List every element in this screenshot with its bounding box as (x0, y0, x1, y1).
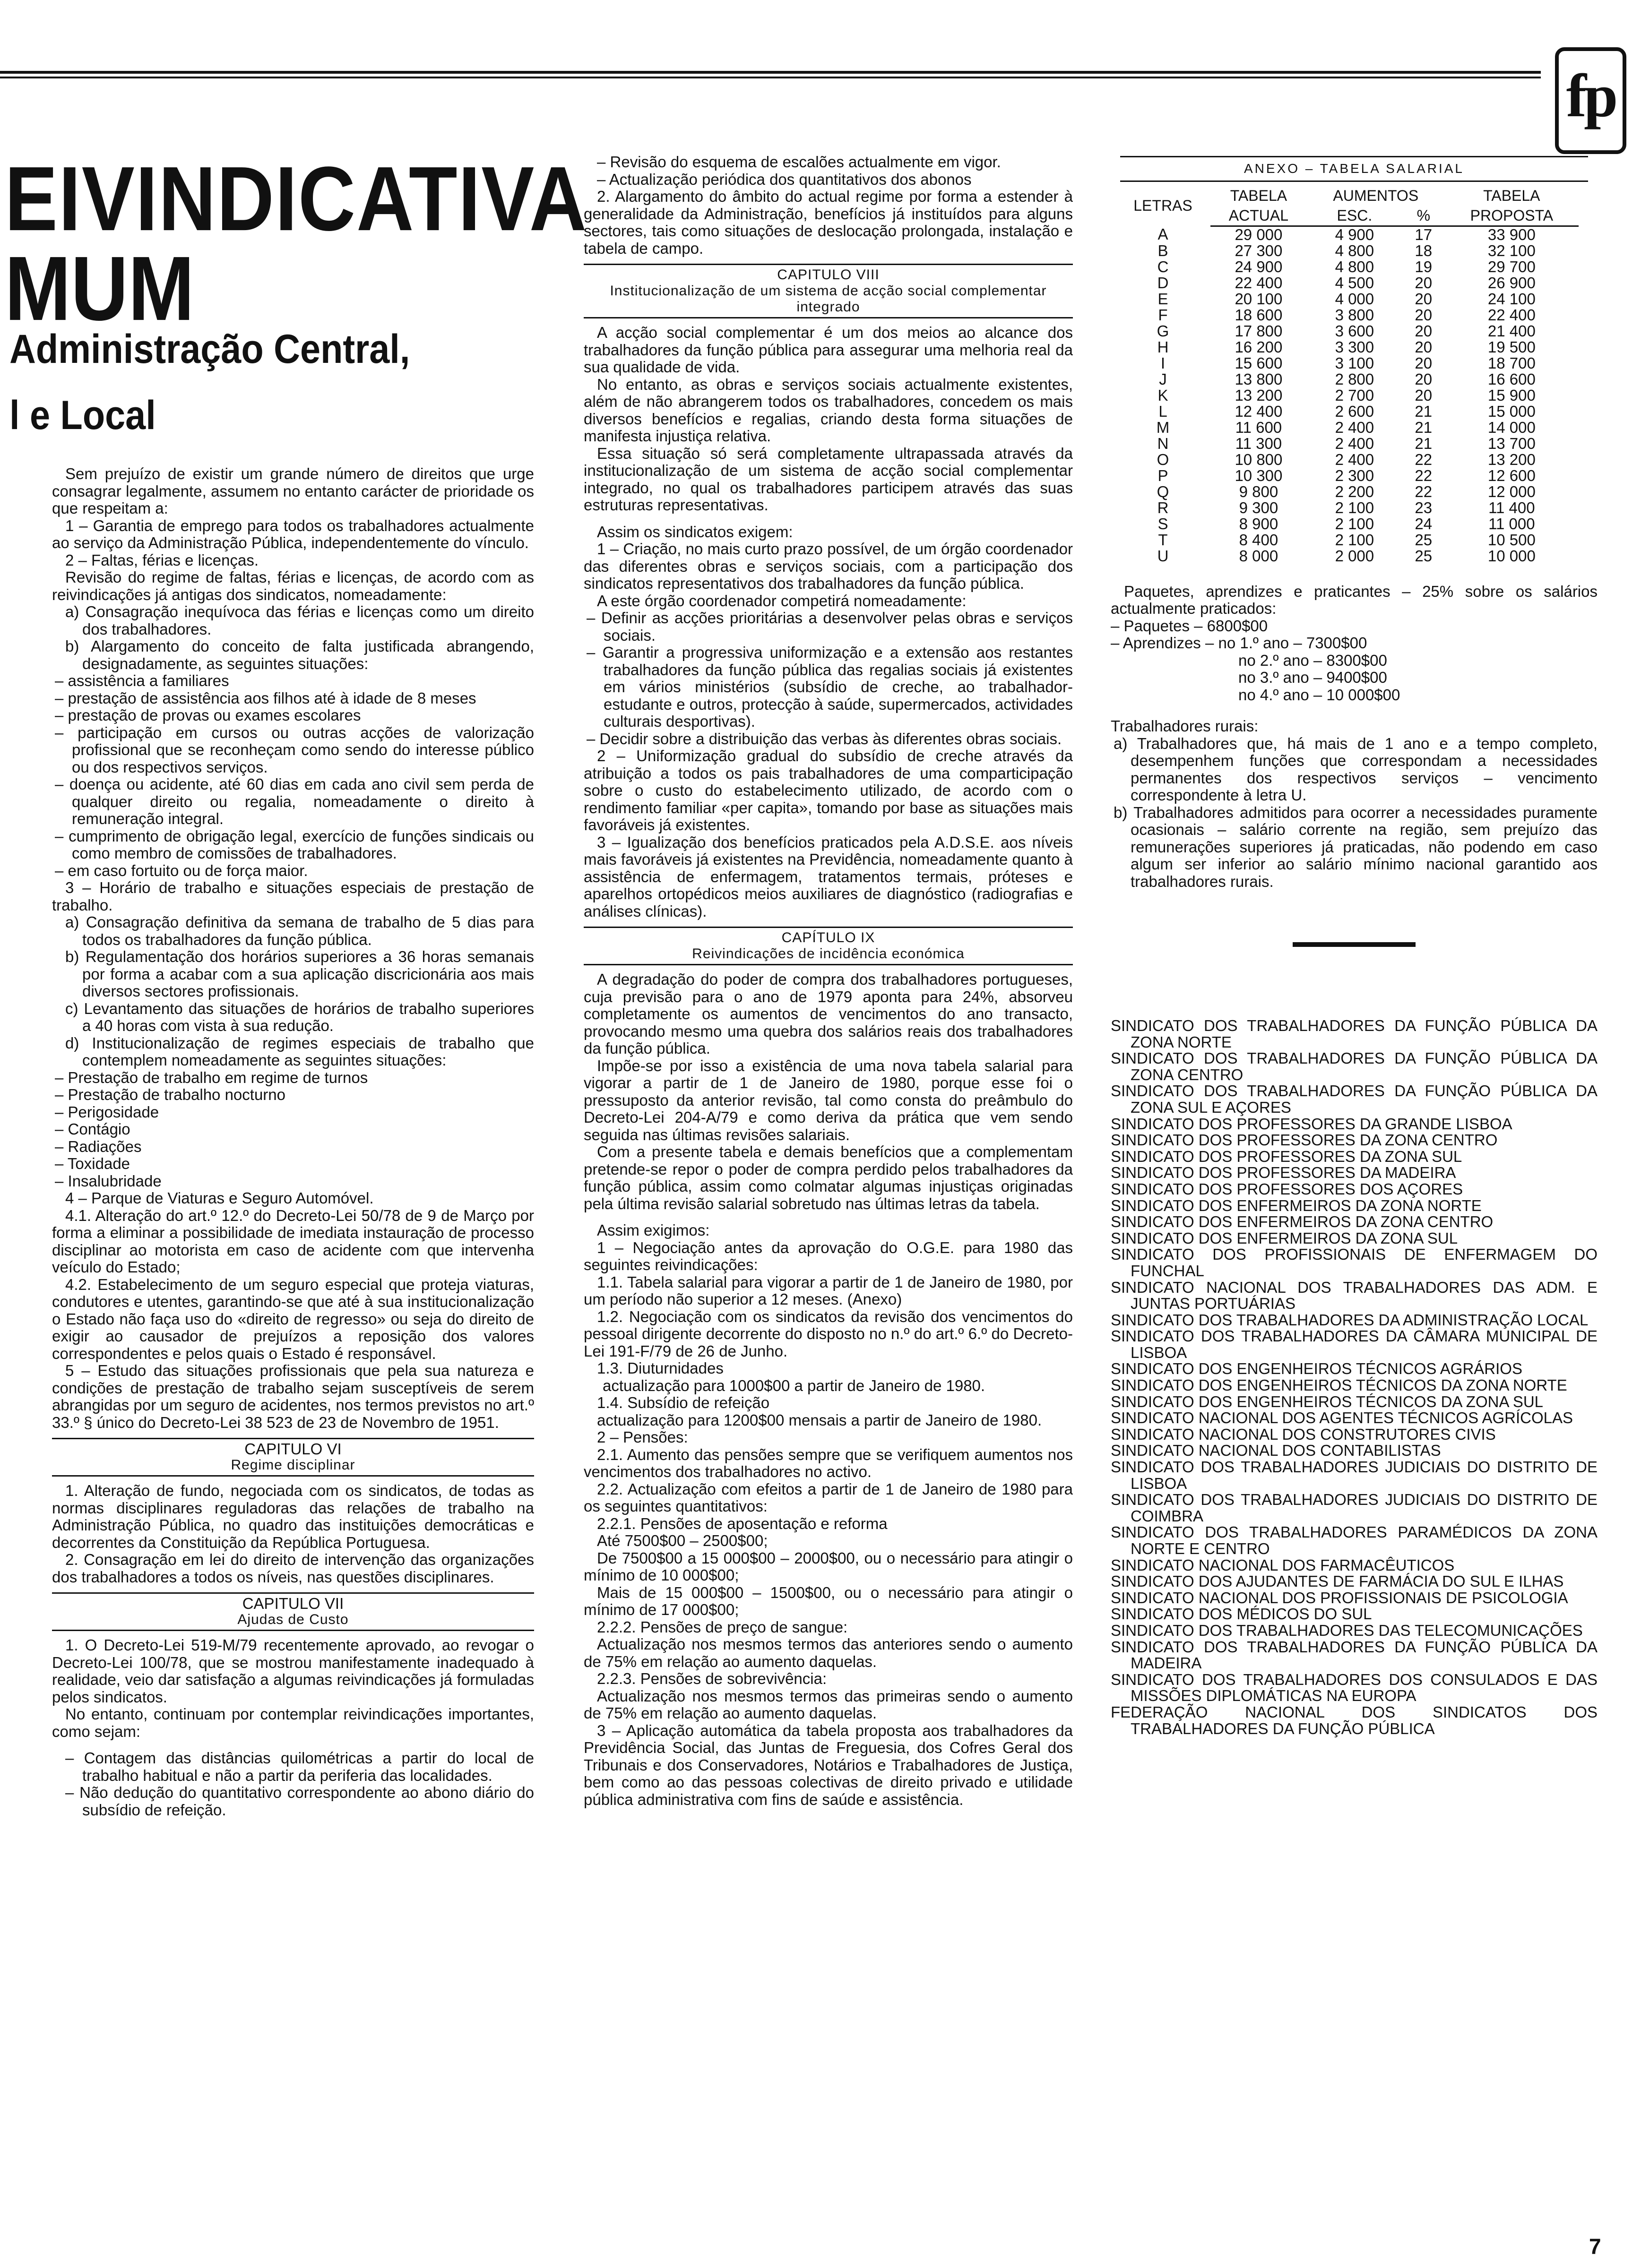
cell-increase-pct: 17 (1415, 225, 1433, 243)
cell-actual: 17 800 (1235, 322, 1283, 340)
paragraph: 2.2. Actualização com efeitos a partir de 1 de Janeiro de 1980 para os seguintes quantitativos: (584, 1480, 1073, 1515)
paragraph: 2 – Faltas, férias e licenças. (65, 551, 259, 569)
cell-proposed: 14 000 (1487, 418, 1536, 436)
cell-increase-pct: 22 (1415, 450, 1433, 468)
chapter-number: CAPÍTULO IX (781, 930, 875, 945)
syndicate-item: SINDICATO DOS ENGENHEIROS TÉCNICOS DA ZONA SUL (1111, 1392, 1544, 1410)
syndicate-item: SINDICATO NACIONAL DOS CONTABILISTAS (1111, 1442, 1441, 1460)
chapter-heading (52, 1438, 534, 1477)
paragraph: De 7500$00 a 15 000$00 – 2000$00, ou o necessário para atingir o mínimo de 10 000$00; (584, 1549, 1073, 1584)
table-row (1115, 339, 1579, 355)
cell-proposed: 21 400 (1487, 322, 1536, 340)
col-header-letras: LETRAS (1133, 197, 1192, 215)
cell-letter: S (1157, 515, 1168, 533)
paragraph: 1.4. Subsídio de refeição (597, 1394, 770, 1411)
syndicate-item: SINDICATO DOS TRABALHADORES PARAMÉDICOS DA ZONA NORTE E CENTRO (1111, 1523, 1598, 1557)
table-row (1115, 548, 1579, 564)
syndicate-item: SINDICATO DOS ENGENHEIROS TÉCNICOS DA ZONA NORTE (1111, 1376, 1567, 1394)
cell-increase-esc: 2 000 (1335, 547, 1374, 565)
syndicate-item: SINDICATO DOS ENGENHEIROS TÉCNICOS AGRÁRIOS (1111, 1360, 1522, 1378)
cell-increase-esc: 4 800 (1335, 241, 1374, 259)
list-item: – Contágio (55, 1120, 130, 1138)
cell-actual: 9 800 (1239, 482, 1278, 500)
syndicate-item: SINDICATO DOS TRABALHADORES DOS CONSULADOS E DAS MISSÕES DIPLOMÁTICAS NA EUROPA (1111, 1670, 1598, 1705)
syndicate-item: FEDERAÇÃO NACIONAL DOS SINDICATOS DOS TRABALHADORES DA FUNÇÃO PÚBLICA (1111, 1703, 1598, 1737)
cell-increase-pct: 22 (1415, 482, 1433, 500)
cell-increase-pct: 25 (1415, 547, 1433, 565)
cell-actual: 16 200 (1235, 338, 1283, 356)
table-row (1115, 436, 1579, 452)
cell-proposed: 22 400 (1487, 306, 1536, 324)
chapter-title: Reivindicações de incidência económica (692, 946, 965, 962)
header-rule (0, 71, 1541, 78)
paragraph: Mais de 15 000$00 – 1500$00, ou o necessário para atingir o mínimo de 17 000$00; (584, 1583, 1073, 1618)
paragraph: 1 – Criação, no mais curto prazo possível, de um órgão coordenador das diferentes obras e serviços sociais, com a participação dos sindicatos representativos dos trabalhadores da função pública. (584, 540, 1073, 592)
col-header-pct: % (1402, 206, 1445, 226)
cell-increase-esc: 2 200 (1335, 482, 1374, 500)
cell-actual: 27 300 (1235, 241, 1283, 259)
cell-letter: A (1157, 225, 1168, 243)
list-item: – prestação de assistência aos filhos até à idade de 8 meses (55, 689, 476, 707)
col-header-tabela-2: TABELA (1483, 187, 1540, 204)
cell-increase-pct: 20 (1415, 322, 1433, 340)
col-header-actual: ACTUAL (1210, 206, 1307, 226)
cell-proposed: 29 700 (1487, 258, 1536, 275)
cell-letter: F (1158, 306, 1168, 324)
cell-actual: 13 200 (1235, 386, 1283, 404)
list-item: – Radiações (55, 1137, 142, 1155)
cell-proposed: 15 900 (1487, 386, 1536, 404)
cell-actual: 12 400 (1235, 402, 1283, 420)
column-2 (584, 154, 1073, 1808)
syndicate-item: SINDICATO DOS TRABALHADORES DAS TELECOMUNICAÇÕES (1111, 1621, 1583, 1639)
cell-proposed: 10 500 (1487, 531, 1536, 549)
list-item: b) Trabalhadores admitidos para ocorrer a necessidades puramente ocasionais – salário corrente na região, sem prejuízo das remunerações superiores já praticadas, não podendo em caso algum ser inferior ao salário mínimo nacional garantido aos trabalhadores rurais. (1114, 803, 1598, 890)
table-row (1115, 484, 1579, 500)
paragraph: Paquetes, aprendizes e praticantes – 25% sobre os salários actualmente praticados: (1111, 582, 1598, 617)
cell-proposed: 18 700 (1487, 354, 1536, 372)
cell-increase-pct: 20 (1415, 274, 1433, 292)
syndicate-item: SINDICATO DOS TRABALHADORES DA FUNÇÃO PÚBLICA DA ZONA SUL E AÇORES (1111, 1082, 1598, 1116)
list-item: – Definir as acções prioritárias a desenvolver pelas obras e serviços sociais. (587, 609, 1073, 644)
cell-letter: J (1159, 370, 1167, 388)
cell-increase-esc: 2 400 (1335, 418, 1374, 436)
cell-letter: O (1157, 450, 1169, 468)
cell-proposed: 16 600 (1487, 370, 1536, 388)
syndicate-item: SINDICATO DOS TRABALHADORES DA FUNÇÃO PÚBLICA DA ZONA CENTRO (1111, 1049, 1598, 1083)
list-item: – em caso fortuito ou de força maior. (55, 861, 308, 879)
syndicate-item: SINDICATO DOS PROFESSORES DA MADEIRA (1111, 1164, 1456, 1182)
paragraph: 2 – Uniformização gradual do subsídio de creche através da atribuição a todos os pais trabalhadores de uma comparticipação sobre o custo do estabelecimento utilizado, de acordo com o rendimento familiar «per capita», tomando por base as situações mais favoráveis já existentes. (584, 747, 1073, 833)
paragraph: Assim exigimos: (597, 1221, 710, 1239)
cell-proposed: 12 000 (1487, 482, 1536, 500)
paragraph: no 3.º ano – 9400$00 (1238, 669, 1387, 686)
list-item: – Garantir a progressiva uniformização e a extensão aos restantes trabalhadores da função pública das regalias sociais já existentes em vários ministérios (subsídio de creche, ao trabalhador-estudante e outros, protecção à saúde, supermercados, actividades culturais desportivas). (587, 644, 1073, 730)
cell-increase-esc: 4 500 (1335, 274, 1374, 292)
cell-proposed: 11 400 (1488, 498, 1535, 516)
paragraph: no 4.º ano – 10 000$00 (1238, 686, 1400, 704)
cell-actual: 13 800 (1235, 370, 1283, 388)
paragraph: actualização para 1000$00 a partir de Janeiro de 1980. (603, 1376, 985, 1394)
table-row (1115, 371, 1579, 387)
cell-proposed: 13 200 (1487, 450, 1536, 468)
cell-increase-esc: 4 900 (1335, 225, 1374, 243)
cell-letter: U (1157, 547, 1169, 565)
paragraph: 2.2.2. Pensões de preço de sangue: (597, 1618, 848, 1636)
table-row (1115, 420, 1579, 436)
cell-letter: D (1157, 274, 1169, 292)
list-item: – Prestação de trabalho nocturno (55, 1086, 285, 1103)
cell-proposed: 24 100 (1487, 290, 1536, 308)
cell-increase-pct: 25 (1415, 531, 1433, 549)
cell-increase-esc: 3 300 (1335, 338, 1374, 356)
table-row (1115, 323, 1579, 339)
paragraph: – Paquetes – 6800$00 (1111, 617, 1268, 635)
cell-increase-esc: 2 600 (1335, 402, 1374, 420)
list-item: – Revisão do esquema de escalões actualmente em vigor. (597, 153, 1001, 171)
cell-proposed: 15 000 (1487, 402, 1536, 420)
cell-proposed: 12 600 (1487, 466, 1536, 484)
paragraph: 2.2.3. Pensões de sobrevivência: (597, 1670, 827, 1687)
cell-increase-esc: 2 100 (1335, 498, 1374, 516)
chapter-number: CAPITULO VI (244, 1440, 342, 1458)
chapter-title: Institucionalização de um sistema de acção social complementar integrado (610, 283, 1047, 315)
cell-letter: C (1157, 258, 1169, 275)
cell-actual: 22 400 (1235, 274, 1283, 292)
table-row (1115, 468, 1579, 484)
paragraph: Com a presente tabela e demais benefícios que a complementam pretende-se repor o poder de compra perdido pelos trabalhadores da função pública, assim como colmatar algumas injustiças originadas pela última revisão salarial sobretudo nas últimas letras da tabela. (584, 1143, 1073, 1212)
cell-letter: H (1157, 338, 1169, 356)
cell-letter: M (1156, 418, 1170, 436)
paragraph: 2. Alargamento do âmbito do actual regime por forma a estender à generalidade da Administração, benefícios já instituídos para alguns sectores, tais como situações de deslocação prolongada, instalação e tabela de campo. (584, 188, 1073, 257)
paragraph: 1.1. Tabela salarial para vigorar a partir de 1 de Janeiro de 1980, por um período não superior a 12 meses. (Anexo) (584, 1273, 1073, 1308)
paragraph: 1 – Negociação antes da aprovação do O.G.E. para 1980 das seguintes reivindicações: (584, 1238, 1073, 1273)
cell-increase-esc: 2 400 (1335, 450, 1374, 468)
paragraph: 2. Consagração em lei do direito de intervenção das organizações dos trabalhadores a todos os níveis, nas questões disciplinares. (52, 1551, 534, 1586)
paragraph: Revisão do regime de faltas, férias e licenças, de acordo com as reivindicações já antigas dos sindicatos, nomeadamente: (52, 568, 534, 603)
cell-increase-pct: 20 (1415, 338, 1433, 356)
table-row (1115, 516, 1579, 532)
column-1 (52, 465, 534, 1819)
syndicate-item: SINDICATO DOS MÉDICOS DO SUL (1111, 1605, 1372, 1623)
cell-letter: T (1158, 531, 1168, 549)
list-item: – prestação de provas ou exames escolares (55, 706, 361, 724)
table-row (1115, 259, 1579, 275)
cell-proposed: 11 000 (1488, 515, 1535, 533)
cell-increase-pct: 20 (1415, 370, 1433, 388)
syndicate-item: SINDICATO NACIONAL DOS CONSTRUTORES CIVIS (1111, 1425, 1496, 1443)
syndicate-item: SINDICATO NACIONAL DOS TRABALHADORES DAS ADM. E JUNTAS PORTUÁRIAS (1111, 1278, 1598, 1313)
cell-increase-esc: 2 100 (1335, 515, 1374, 533)
syndicate-item: SINDICATO NACIONAL DOS FARMACÊUTICOS (1111, 1556, 1455, 1574)
list-item: – assistência a familiares (55, 672, 229, 689)
cell-actual: 20 100 (1235, 290, 1283, 308)
paragraph: 1. O Decreto-Lei 519-M/79 recentemente aprovado, ao revogar o Decreto-Lei 100/78, que se mostrou manifestamente inadequado à realidade, veio dar satisfação a algumas reivindicações já formuladas pelos sindicatos. (52, 1636, 534, 1706)
syndicate-item: SINDICATO DOS PROFESSORES DA ZONA SUL (1111, 1147, 1462, 1165)
cell-proposed: 26 900 (1487, 274, 1536, 292)
cell-proposed: 32 100 (1487, 241, 1536, 259)
cell-letter: G (1157, 322, 1169, 340)
col-header-proposta: PROPOSTA (1445, 206, 1579, 226)
table-row (1115, 243, 1579, 259)
cell-increase-esc: 3 600 (1335, 322, 1374, 340)
paragraph: 4.2. Estabelecimento de um seguro especial que proteja viaturas, condutores e utentes, garantindo-se que até à sua institucionalização o Estado não faça uso do «direito de regresso» ou seja do direito de exigir ao causador de prejuízos a reposição dos valores correspondentes e pelos quais o Estado é responsável. (52, 1275, 534, 1362)
cell-increase-pct: 22 (1415, 466, 1433, 484)
paragraph: 2.1. Aumento das pensões sempre que se verifiquem aumentos nos vencimentos dos trabalhadores no activo. (584, 1445, 1073, 1480)
list-item: – Não dedução do quantitativo correspondente ao abono diário do subsídio de refeição. (65, 1784, 534, 1819)
headline-line-2: MUM (5, 237, 195, 340)
syndicate-item: SINDICATO DOS PROFISSIONAIS DE ENFERMAGEM DO FUNCHAL (1111, 1246, 1598, 1280)
cell-actual: 8 000 (1239, 547, 1278, 565)
cell-increase-esc: 2 300 (1335, 466, 1374, 484)
cell-proposed: 19 500 (1487, 338, 1536, 356)
col-header-tabela: TABELA (1230, 187, 1287, 204)
subheadline-2: l e Local (9, 393, 156, 438)
paragraph: 5 – Estudo das situações profissionais que pela sua natureza e condições de prestação de trabalho sejam susceptíveis de serem abrangidas por um seguro de acidentes, nos termos previstos no art.º 33.º § único do Decreto-Lei 38 523 de 23 de Novembro de 1951. (52, 1362, 534, 1431)
cell-actual: 11 300 (1235, 434, 1282, 452)
syndicate-item: SINDICATO DOS TRABALHADORES DA FUNÇÃO PÚBLICA DA MADEIRA (1111, 1638, 1598, 1672)
syndicate-item: SINDICATO DOS AJUDANTES DE FARMÁCIA DO SUL E ILHAS (1111, 1572, 1564, 1590)
syndicate-item: SINDICATO DOS TRABALHADORES JUDICIAIS DO DISTRITO DE COIMBRA (1111, 1491, 1598, 1525)
cell-increase-esc: 3 100 (1335, 354, 1374, 372)
chapter-heading (584, 264, 1073, 318)
syndicate-item: SINDICATO DOS TRABALHADORES DA CÂMARA MUNICIPAL DE LISBOA (1111, 1327, 1598, 1361)
cell-actual: 29 000 (1235, 225, 1283, 243)
cell-increase-esc: 2 400 (1335, 434, 1374, 452)
chapter-title: Ajudas de Custo (237, 1612, 349, 1627)
chapter-heading (584, 927, 1073, 965)
list-item: c) Levantamento das situações de horários de trabalho superiores a 40 horas com vista à sua redução. (65, 999, 534, 1034)
list-item: – doença ou acidente, até 60 dias em cada ano civil sem perda de qualquer direito ou regalia, nomeadamente o direito à remuneração integral. (55, 775, 534, 827)
syndicate-item: SINDICATO DOS ENFERMEIROS DA ZONA SUL (1111, 1229, 1458, 1247)
table-row (1115, 404, 1579, 420)
syndicate-item: SINDICATO DOS TRABALHADORES DA ADMINISTRAÇÃO LOCAL (1111, 1311, 1589, 1329)
paragraph: Impõe-se por isso a existência de uma nova tabela salarial para vigorar a partir de 1 de Janeiro de 1980, porque esse foi o pressuposto da anterior revisão, tal como consta do preâmbulo do Decreto-Lei 204-A/79 e como deriva da prática que vem sendo seguida nas últimas revisões salariais. (584, 1057, 1073, 1143)
cell-actual: 8 400 (1239, 531, 1278, 549)
col-header-aumentos: AUMENTOS (1333, 187, 1419, 204)
cell-increase-esc: 2 800 (1335, 370, 1374, 388)
paragraph: 1. Alteração de fundo, negociada com os sindicatos, de todas as normas disciplinares reguladoras das relações de trabalho na Administração Pública, no quadro das instituições democráticas e decorrentes da Constituição da República Portuguesa. (52, 1482, 534, 1551)
table-row (1115, 500, 1579, 516)
cell-actual: 18 600 (1235, 306, 1283, 324)
col-header-esc: ESC. (1307, 206, 1402, 226)
cell-actual: 11 600 (1235, 418, 1282, 436)
cell-letter: P (1157, 466, 1168, 484)
syndicate-item: SINDICATO NACIONAL DOS AGENTES TÉCNICOS AGRÍCOLAS (1111, 1409, 1573, 1427)
paragraph: A acção social complementar é um dos meios ao alcance dos trabalhadores da função pública para assegurar uma melhoria real da sua qualidade de vida. (584, 324, 1073, 376)
subheadline-1: Administração Central, (9, 326, 410, 372)
list-item: – participação em cursos ou outras acções de valorização profissional que se reconheçam como sendo do interesse público ou dos respectivos serviços. (55, 723, 534, 776)
cell-increase-pct: 20 (1415, 386, 1433, 404)
paragraph: 3 – Horário de trabalho e situações especiais de prestação de trabalho. (52, 879, 534, 914)
syndicate-list (1111, 1018, 1598, 1737)
syndicate-item: SINDICATO DOS PROFESSORES DOS AÇORES (1111, 1180, 1463, 1198)
salary-table (1115, 186, 1579, 564)
cell-letter: L (1158, 402, 1167, 420)
table-row (1115, 387, 1579, 404)
list-item: b) Alargamento do conceito de falta justificada abrangendo, designadamente, as seguintes situações: (65, 637, 534, 672)
cell-increase-pct: 23 (1415, 498, 1433, 516)
paragraph: Actualização nos mesmos termos das anteriores sendo o aumento de 75% em relação ao aumento daquelas. (584, 1635, 1073, 1670)
table-row (1115, 275, 1579, 291)
cell-increase-pct: 20 (1415, 354, 1433, 372)
cell-letter: N (1157, 434, 1169, 452)
list-item: a) Consagração definitiva da semana de trabalho de 5 dias para todos os trabalhadores da função pública. (65, 913, 534, 948)
chapter-number: CAPITULO VIII (777, 267, 880, 283)
cell-letter: R (1157, 498, 1169, 516)
paragraph: actualização para 1200$00 mensais a partir de Janeiro de 1980. (597, 1411, 1042, 1429)
list-item: – Prestação de trabalho em regime de turnos (55, 1068, 368, 1086)
paragraph: 4.1. Alteração do art.º 12.º do Decreto-Lei 50/78 de 9 de Março por forma a eliminar a possibilidade de imediata instauração de processo disciplinar ao motorista em caso de acidente com que intervenha veículo do Estado; (52, 1206, 534, 1276)
list-item: b) Regulamentação dos horários superiores a 36 horas semanais por forma a acabar com a sua aplicação discricionária aos mais diversos sectores profissionais. (65, 948, 534, 1000)
list-item: – Perigosidade (55, 1103, 159, 1121)
paragraph: 2 – Pensões: (597, 1428, 688, 1446)
paragraph: No entanto, as obras e serviços sociais actualmente existentes, além de não abrangerem todos os trabalhadores, concedem os mais diversos benefícios e regalias, criando desta forma situações de manifesta injustiça relativa. (584, 375, 1073, 445)
cell-increase-pct: 21 (1415, 434, 1433, 452)
paragraph: 4 – Parque de Viaturas e Seguro Automóvel. (65, 1189, 374, 1207)
paragraph: 2.2.1. Pensões de aposentação e reforma (597, 1514, 888, 1532)
cell-letter: B (1157, 241, 1168, 259)
list-item: – cumprimento de obrigação legal, exercício de funções sindicais ou como membro de comissões de trabalhadores. (55, 827, 534, 862)
cell-proposed: 13 700 (1487, 434, 1536, 452)
paragraph: 3 – Igualização dos benefícios praticados pela A.D.S.E. aos níveis mais favoráveis já existentes na Previdência, nomeadamente quanto à assistência de enfermagem, tratamentos termais, próteses e aparelhos ortopédicos meios auxiliares de diagnóstico (radiografias e análises clínicas). (584, 833, 1073, 920)
paragraph: Essa situação só será completamente ultrapassada através da institucionalização de um sistema de acção social complementar integrado, no qual os trabalhadores participem através das suas estruturas representativas. (584, 444, 1073, 514)
syndicate-item: SINDICATO DOS PROFESSORES DA GRANDE LISBOA (1111, 1115, 1512, 1133)
cell-increase-pct: 21 (1415, 418, 1433, 436)
syndicate-item: SINDICATO DOS ENFERMEIROS DA ZONA NORTE (1111, 1196, 1482, 1214)
paragraph: 1.3. Diuturnidades (597, 1359, 724, 1377)
paragraph: 1.2. Negociação com os sindicatos da revisão dos vencimentos do pessoal dirigente decorrente do disposto no n.º do art.º 6.º do Decreto-Lei 191-F/79 de 26 de Junho. (584, 1307, 1073, 1360)
cell-actual: 10 300 (1235, 466, 1283, 484)
cell-actual: 15 600 (1235, 354, 1283, 372)
list-item: – Insalubridade (55, 1172, 162, 1190)
table-row (1115, 226, 1579, 243)
list-item: – Toxidade (55, 1155, 130, 1172)
paragraph: 3 – Aplicação automática da tabela proposta aos trabalhadores da Previdência Social, das Juntas de Freguesia, dos Cofres Geral dos Tribunais e dos Conservadores, Notários e Trabalhadores de Justiça, bem como ao das pessoas colectivas de direito privado e utilidade pública administrativa com fins de saúde e assistência. (584, 1721, 1073, 1808)
cell-letter: K (1157, 386, 1168, 404)
cell-actual: 24 900 (1235, 258, 1283, 275)
chapter-number: CAPITULO VII (242, 1595, 344, 1612)
paragraph: 1 – Garantia de emprego para todos os trabalhadores actualmente ao serviço da Administração Pública, independentemente do vínculo. (52, 516, 534, 551)
cell-increase-esc: 2 700 (1335, 386, 1374, 404)
list-item: a) Trabalhadores que, há mais de 1 ano e a tempo completo, desempenhem funções que correspondam a necessidades permanentes dos respectivos serviços – vencimento correspondente à letra U. (1114, 734, 1598, 804)
annex-title: ANEXO – TABELA SALARIAL (1120, 156, 1588, 182)
cell-proposed: 33 900 (1487, 225, 1536, 243)
table-row (1115, 452, 1579, 468)
cell-actual: 9 300 (1239, 498, 1278, 516)
table-row (1115, 307, 1579, 323)
cell-increase-esc: 2 100 (1335, 531, 1374, 549)
syndicate-item: SINDICATO DOS ENFERMEIROS DA ZONA CENTRO (1111, 1213, 1494, 1231)
cell-letter: E (1157, 290, 1168, 308)
table-row (1115, 291, 1579, 307)
publication-logo: fp (1555, 47, 1626, 154)
column-3 (1111, 156, 1598, 1737)
cell-increase-esc: 3 800 (1335, 306, 1374, 324)
cell-increase-pct: 21 (1415, 402, 1433, 420)
cell-actual: 10 800 (1235, 450, 1283, 468)
cell-increase-pct: 24 (1415, 515, 1433, 533)
list-item: a) Consagração inequívoca das férias e licenças como um direito dos trabalhadores. (65, 603, 534, 638)
paragraph: no 2.º ano – 8300$00 (1238, 651, 1387, 669)
paragraph: A degradação do poder de compra dos trabalhadores portugueses, cuja previsão para o ano de 1979 aponta para 24%, absorveu completamente os aumentos de vencimentos do ano transacto, provocando mesmo uma quebra dos salários reais dos trabalhadores da função pública. (584, 971, 1073, 1057)
paragraph: No entanto, continuam por contemplar reivindicações importantes, como sejam: (52, 1705, 534, 1740)
paragraph: Sem prejuízo de existir um grande número de direitos que urge consagrar legalmente, assumem no entanto carácter de prioridade os que respeitam a: (52, 465, 534, 517)
syndicate-item: SINDICATO DOS TRABALHADORES JUDICIAIS DO DISTRITO DE LISBOA (1111, 1458, 1598, 1492)
cell-letter: I (1160, 354, 1166, 372)
cell-actual: 8 900 (1239, 515, 1278, 533)
list-item: – Actualização periódica dos quantitativos dos abonos (597, 170, 972, 188)
syndicate-item: SINDICATO NACIONAL DOS PROFISSIONAIS DE PSICOLOGIA (1111, 1589, 1568, 1606)
cell-letter: Q (1157, 482, 1169, 500)
chapter-heading (52, 1592, 534, 1631)
syndicate-item: SINDICATO DOS PROFESSORES DA ZONA CENTRO (1111, 1131, 1498, 1149)
paragraph: – Aprendizes – no 1.º ano – 7300$00 (1111, 634, 1367, 652)
paragraph: Trabalhadores rurais: (1111, 717, 1259, 735)
cell-increase-pct: 18 (1415, 241, 1433, 259)
paragraph: Actualização nos mesmos termos das primeiras sendo o aumento de 75% em relação ao aumento daquelas. (584, 1687, 1073, 1722)
headline-line-1: EIVINDICATIVA (5, 147, 588, 250)
chapter-title: Regime disciplinar (231, 1457, 355, 1473)
cell-increase-pct: 20 (1415, 306, 1433, 324)
list-item: d) Institucionalização de regimes especiais de trabalho que contemplem nomeadamente as seguintes situações: (65, 1034, 534, 1069)
table-row (1115, 355, 1579, 371)
cell-increase-esc: 4 800 (1335, 258, 1374, 275)
syndicate-item: SINDICATO DOS TRABALHADORES DA FUNÇÃO PÚBLICA DA ZONA NORTE (1111, 1017, 1598, 1051)
page-number: 7 (1589, 2234, 1601, 2259)
table-row (1115, 532, 1579, 548)
list-item: – Decidir sobre a distribuição das verbas às diferentes obras sociais. (587, 730, 1062, 747)
cell-proposed: 10 000 (1487, 547, 1536, 565)
cell-increase-pct: 19 (1415, 258, 1433, 275)
section-divider (1293, 942, 1416, 947)
paragraph: A este órgão coordenador competirá nomeadamente: (597, 592, 967, 610)
list-item: – Contagem das distâncias quilométricas a partir do local de trabalho habitual e não a partir da periferia das localidades. (65, 1749, 534, 1784)
cell-increase-pct: 20 (1415, 290, 1433, 308)
cell-increase-esc: 4 000 (1335, 290, 1374, 308)
paragraph: Até 7500$00 – 2500$00; (597, 1532, 768, 1549)
paragraph: Assim os sindicatos exigem: (597, 523, 793, 541)
